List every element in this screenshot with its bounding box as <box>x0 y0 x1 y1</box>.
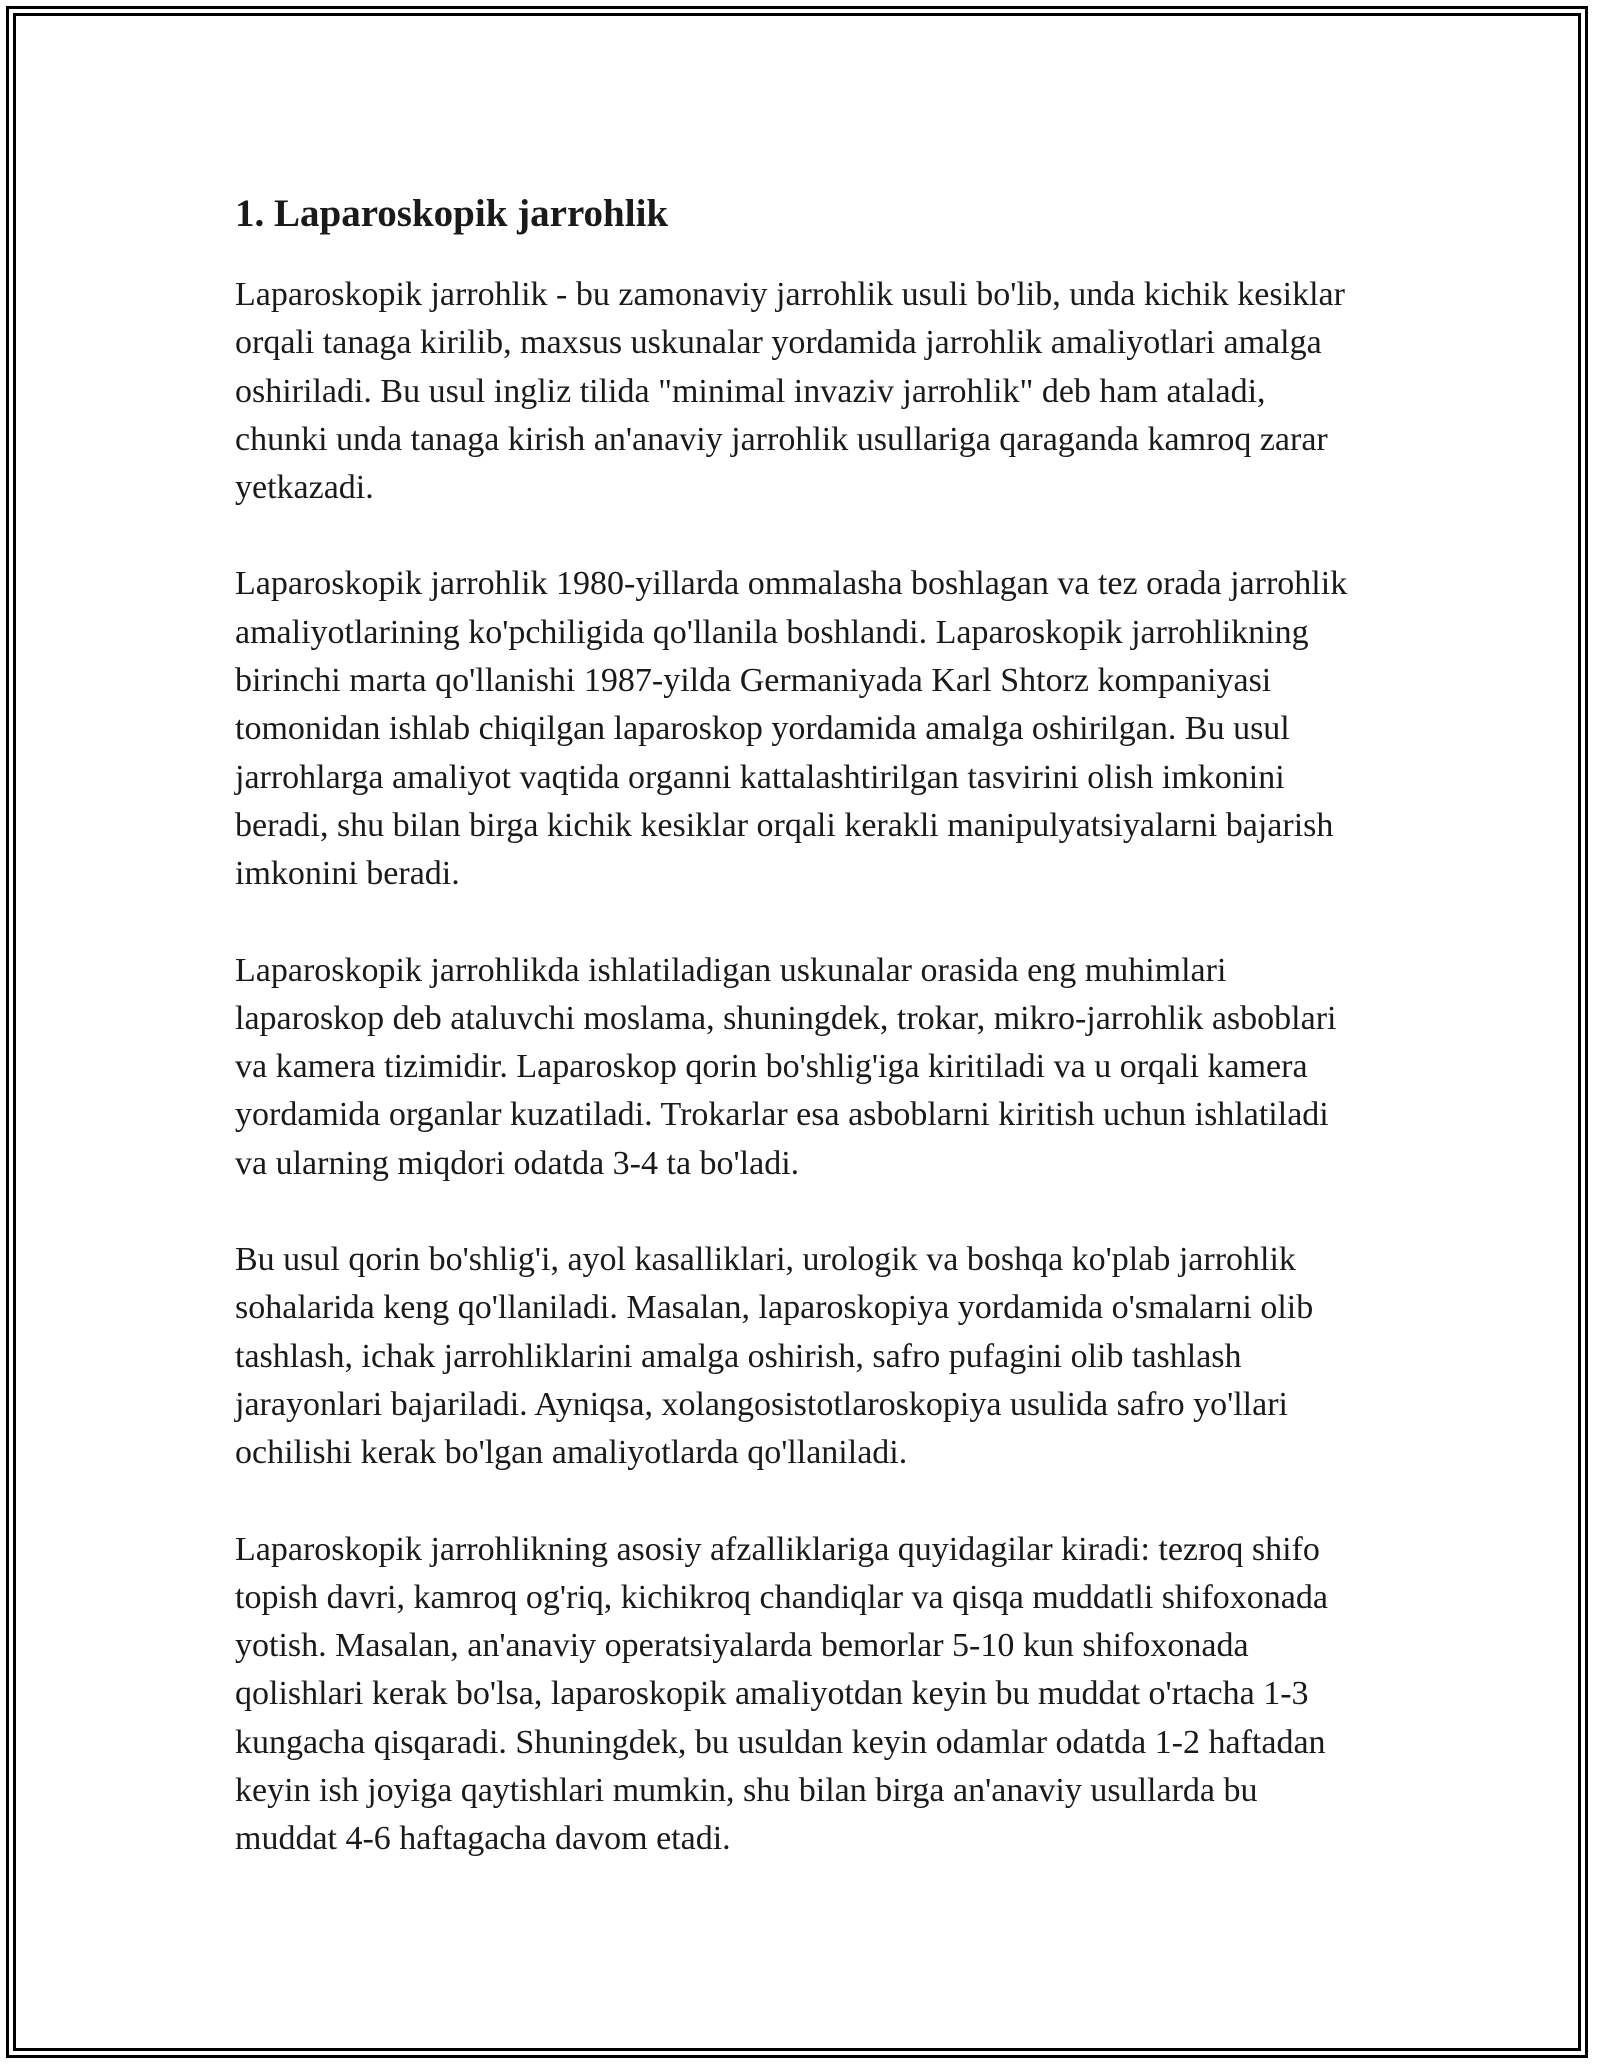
paragraph-2: Laparoskopik jarrohlik 1980-yillarda ommalasha boshlagan va tez orada jarrohlik amaliyotlarining ko'pchiligida qo'llanila boshlandi. Laparoskopik jarrohlikning birinchi marta qo'llanishi 1987-yilda Germaniyada Karl Shtorz kompaniyasi tomonidan ishlab chiqilgan laparoskop yordamida amalga oshirilgan. Bu usul jarrohlarga amaliyot vaqtida organni kattalashtirilgan tasvirini olish imkonini beradi, shu bilan birga kichik kesiklar orqali kerakli manipulyatsiyalarni bajarish imkonini beradi. <box>235 565 1348 893</box>
paragraph-4: Bu usul qorin bo'shlig'i, ayol kasalliklari, urologik va boshqa ko'plab jarrohlik sohalarida keng qo'llaniladi. Masalan, laparoskopiya yordamida o'smalarni olib tashlash, ichak jarrohliklarini amalga oshirish, safro pufagini olib tashlash jarayonlari bajariladi. Ayniqsa, xolangosistotlaroskopiya usulida safro yo'llari ochilishi kerak bo'lgan amaliyotlarda qo'llaniladi. <box>235 1241 1314 1472</box>
document-body <box>235 185 1365 1912</box>
document-title: 1. Laparoskopik jarrohlik <box>235 192 669 235</box>
paragraph-5: Laparoskopik jarrohlikning asosiy afzalliklariga quyidagilar kiradi: tezroq shifo topish davri, kamroq og'riq, kichikroq chandiqlar va qisqa muddatli shifoxonada yotish. Masalan, an'anaviy operatsiyalarda bemorlar 5-10 kun shifoxonada qolishlari kerak bo'lsa, laparoskopik amaliyotdan keyin bu muddat o'rtacha 1-3 kungacha qisqaradi. Shuningdek, bu usuldan keyin odamlar odatda 1-2 haftadan keyin ish joyiga qaytishlari mumkin, shu bilan birga an'anaviy usullarda bu muddat 4-6 haftagacha davom etadi. <box>235 1530 1328 1858</box>
paragraph-1: Laparoskopik jarrohlik - bu zamonaviy jarrohlik usuli bo'lib, unda kichik kesiklar orqali tanaga kirilib, maxsus uskunalar yordamida jarrohlik amaliyotlari amalga oshiriladi. Bu usul ingliz tilida "minimal invaziv jarrohlik" deb ham ataladi, chunki unda tanaga kirish an'anaviy jarrohlik usullariga qaraganda kamroq zarar yetkazadi. <box>235 276 1345 507</box>
paragraph-3: Laparoskopik jarrohlikda ishlatiladigan uskunalar orasida eng muhimlari laparoskop deb ataluvchi moslama, shuningdek, trokar, mikro-jarrohlik asboblari va kamera tizimidir. Laparoskop qorin bo'shlig'iga kiritiladi va u orqali kamera yordamida organlar kuzatiladi. Trokarlar esa asboblarni kiritish uchun ishlatiladi va ularning miqdori odatda 3-4 ta bo'ladi. <box>235 951 1337 1182</box>
